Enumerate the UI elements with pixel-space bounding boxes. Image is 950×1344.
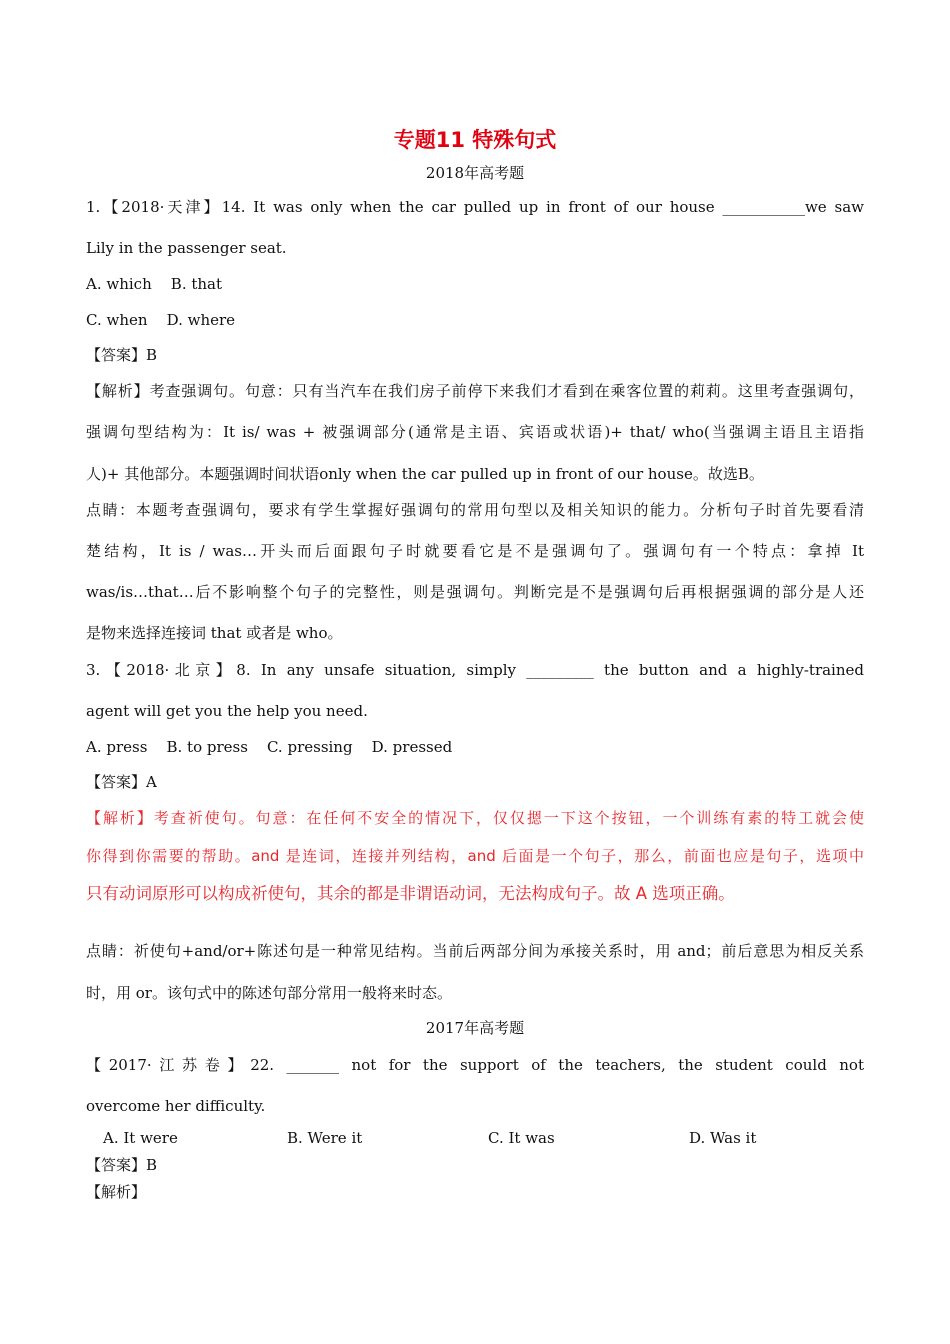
- q1-stem-line1: 1.【2018·天津】14. It was only when the car pulled up in front of our house ___________we saw: [86, 198, 864, 216]
- q3-answer: 【答案】A: [86, 773, 157, 791]
- q3-stem-line1: 3.【2018·北京】8. In any unsafe situation, simply _________ the button and a highly-trained: [86, 661, 864, 679]
- q1-analysis-line1: 【解析】考查强调句。句意：只有当汽车在我们房子前停下来我们才看到在乘客位置的莉莉。这里考查强调句，: [86, 382, 864, 400]
- q1-analysis-line2: 强调句型结构为：It is/ was + 被强调部分(通常是主语、宾语或状语)+ that/ who(当强调主语且主语指: [86, 423, 864, 441]
- q22-stem-line1: 【2017·江苏卷】22. _______ not for the support of the teachers, the student could not: [86, 1056, 864, 1074]
- q1-answer: 【答案】B: [86, 346, 158, 364]
- q22-stem-line2: overcome her difficulty.: [86, 1097, 266, 1115]
- q3-analysis-line3: 只有动词原形可以构成祈使句，其余的都是非谓语动词，无法构成句子。故 A 选项正确。: [86, 884, 735, 903]
- q1-options-line1: A. which B. that: [86, 275, 223, 293]
- q22-analysis: 【解析】: [86, 1183, 147, 1201]
- q1-analysis-line3: 人)+ 其他部分。本题强调时间状语only when the car pulled up in front of our house。故选B。: [86, 465, 764, 483]
- q1-tip-line1: 点睛：本题考查强调句，要求有学生掌握好强调句的常用句型以及相关知识的能力。分析句子时首先要看清: [86, 501, 864, 519]
- q22-option-c: C. It was: [488, 1129, 555, 1147]
- q1-stem-line2: Lily in the passenger seat.: [86, 239, 287, 257]
- q3-options: A. press B. to press C. pressing D. pressed: [86, 738, 453, 756]
- q3-tip-line1: 点睛：祈使句+and/or+陈述句是一种常见结构。当前后两部分间为承接关系时，用 and；前后意思为相反关系: [86, 942, 864, 960]
- q3-tip-line2: 时，用 or。该句式中的陈述句部分常用一般将来时态。: [86, 984, 452, 1002]
- q3-analysis-line2: 你得到你需要的帮助。and 是连词，连接并列结构，and 后面是一个句子，那么，前面也应是句子，选项中: [86, 847, 864, 865]
- q22-option-d: D. Was it: [689, 1129, 757, 1147]
- q22-answer: 【答案】B: [86, 1156, 158, 1174]
- page-title: 专题11 特殊句式: [393, 128, 557, 152]
- q1-tip-line3: was/is…that…后不影响整个句子的完整性，则是强调句。判断完是不是强调句后再根据强调的部分是人还: [86, 583, 864, 601]
- section-heading-2018: 2018年高考题: [425, 164, 525, 182]
- q3-stem-line2: agent will get you the help you need.: [86, 702, 368, 720]
- q1-options-line2: C. when D. where: [86, 311, 236, 329]
- q1-tip-line2: 楚结构，It is / was…开头而后面跟句子时就要看它是不是强调句了。强调句有一个特点：拿掉 It: [86, 542, 864, 560]
- q22-option-a: A. It were: [103, 1129, 178, 1147]
- q1-tip-line4: 是物来选择连接词 that 或者是 who。: [86, 624, 343, 642]
- section-heading-2017: 2017年高考题: [425, 1019, 525, 1037]
- q22-option-b: B. Were it: [287, 1129, 363, 1147]
- q3-analysis-line1: 【解析】考查祈使句。句意：在任何不安全的情况下，仅仅摁一下这个按钮，一个训练有素的特工就会使: [86, 809, 864, 827]
